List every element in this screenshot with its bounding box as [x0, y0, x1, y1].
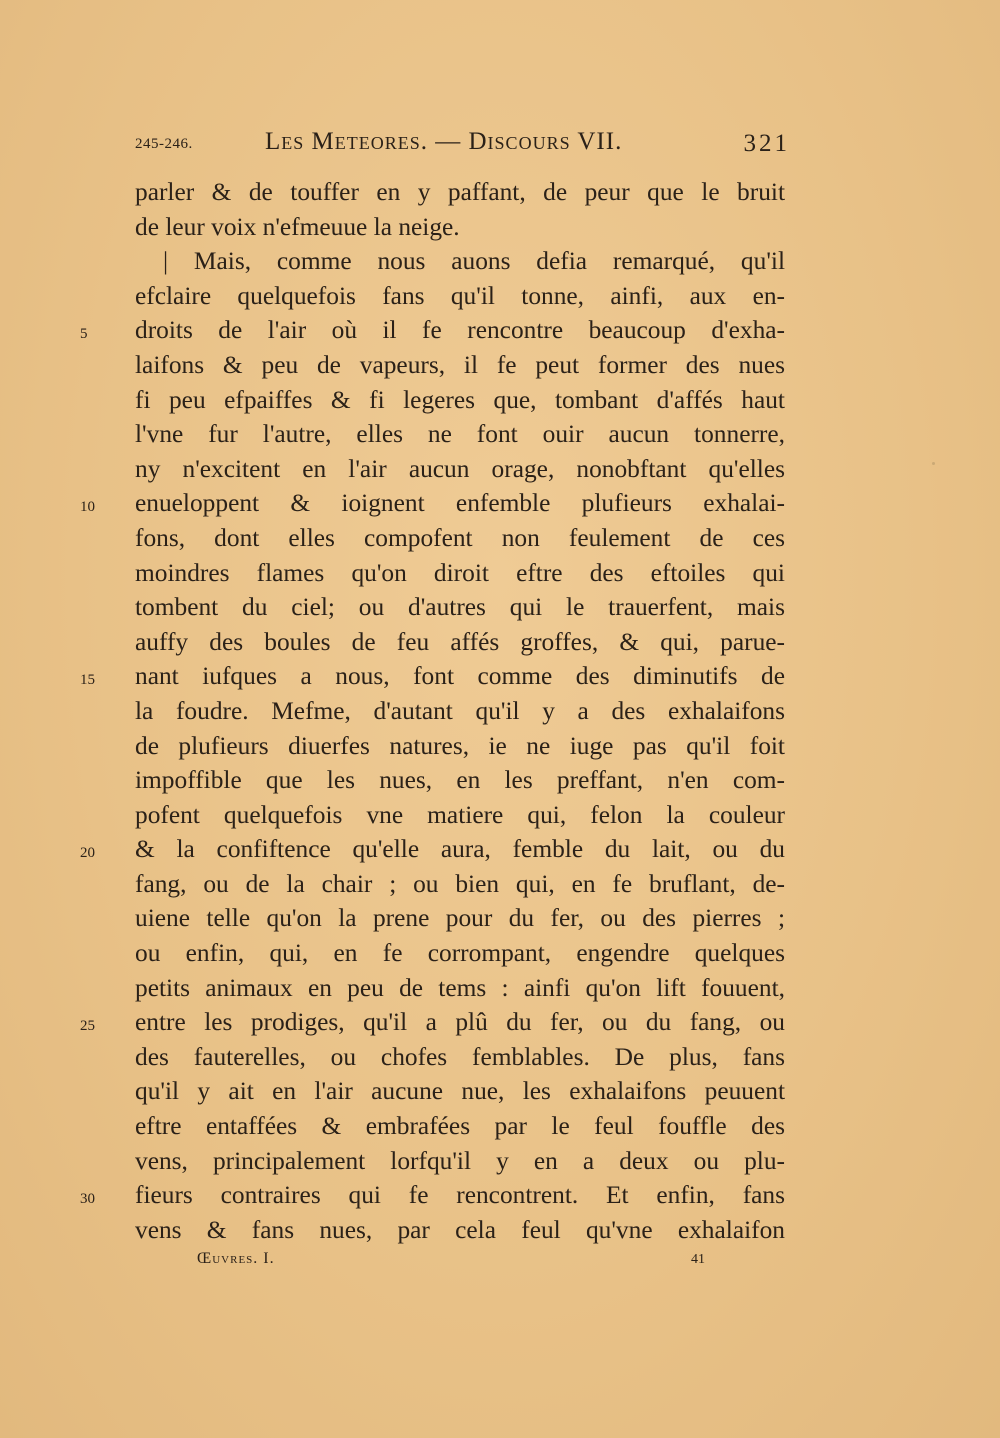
text-line: entre les prodiges, qu'il a plû du fer, ou du fang, ou	[135, 1008, 785, 1037]
text-line: des fauterelles, ou chofes femblables. De plus, fans	[135, 1042, 785, 1071]
line-number: 15	[80, 672, 95, 688]
text-line: efclaire quelquefois fans qu'il tonne, ainfi, aux en-	[135, 281, 785, 310]
text-line: de plufieurs diuerfes natures, ie ne iuge pas qu'il foit	[135, 731, 785, 760]
signature-mark: 41	[691, 1252, 705, 1267]
text-line: eftre entaffées & embrafées par le feul fouffle des	[135, 1112, 785, 1141]
volume-mark: Œuvres. I.	[197, 1250, 275, 1267]
line-number: 30	[80, 1191, 95, 1207]
text-line: nant iufques a nous, font comme des diminutifs de	[135, 662, 785, 691]
text-line: fons, dont elles compofent non feulement de ces	[135, 523, 785, 552]
text-line: impoffible que les nues, en les preffant, n'en com-	[135, 766, 785, 795]
text-line: petits animaux en peu de tems : ainfi qu'on lift fouuent,	[135, 973, 785, 1002]
text-line: enueloppent & ioignent enfemble plufieurs exhalai-	[135, 489, 785, 518]
text-line: parler & de touffer en y paffant, de peur que le bruit	[135, 178, 785, 206]
paper-speck	[932, 462, 935, 465]
line-number: 5	[80, 326, 88, 342]
text-line: vens & fans nues, par cela feul qu'vne exhalaifon	[135, 1215, 785, 1244]
line-number: 20	[80, 845, 95, 861]
text-line: fieurs contraires qui fe rencontrent. Et enfin, fans	[135, 1181, 785, 1210]
text-line: | Mais, comme nous auons defia remarqué, qu'il	[163, 247, 785, 276]
text-line: laifons & peu de vapeurs, il fe peut former des nues	[135, 350, 785, 379]
text-line: la foudre. Mefme, d'autant qu'il y a des exhalaifons	[135, 696, 785, 725]
line-number: 25	[80, 1018, 95, 1034]
page-number: 321	[743, 130, 790, 157]
text-line: droits de l'air où il fe rencontre beaucoup d'exha-	[135, 316, 785, 345]
text-line: vens, principalement lorfqu'il y en a deux ou plu-	[135, 1146, 785, 1175]
text-line: de leur voix n'efmeuue la neige.	[135, 212, 460, 241]
text-line: tombent du ciel; ou d'autres qui le trauerfent, mais	[135, 593, 785, 622]
line-number: 10	[80, 499, 95, 515]
text-line: fi peu efpaiffes & fi legeres que, tombant d'affés haut	[135, 385, 785, 414]
text-line: ou enfin, qui, en fe corrompant, engendre quelques	[135, 939, 785, 968]
running-header	[135, 128, 790, 162]
text-line: qu'il y ait en l'air aucune nue, les exhalaifons peuuent	[135, 1077, 785, 1106]
text-line: & la confiftence qu'elle aura, femble du lait, ou du	[135, 835, 785, 864]
text-line: moindres flames qu'on diroit eftre des eftoiles qui	[135, 558, 785, 587]
text-line: pofent quelquefois vne matiere qui, felon la couleur	[135, 800, 785, 829]
running-title: Les Meteores. — Discours VII.	[265, 128, 623, 155]
text-line: auffy des boules de feu affés groffes, & qui, parue-	[135, 627, 785, 656]
text-line: uiene telle qu'on la prene pour du fer, ou des pierres ;	[135, 904, 785, 933]
text-line: fang, ou de la chair ; ou bien qui, en fe bruflant, de-	[135, 869, 785, 898]
body-text	[135, 175, 785, 1247]
text-line: l'vne fur l'autre, elles ne font ouir aucun tonnerre,	[135, 420, 785, 449]
text-line: ny n'excitent en l'air aucun orage, nonobftant qu'elles	[135, 454, 785, 483]
page-range: 245-246.	[135, 136, 193, 152]
